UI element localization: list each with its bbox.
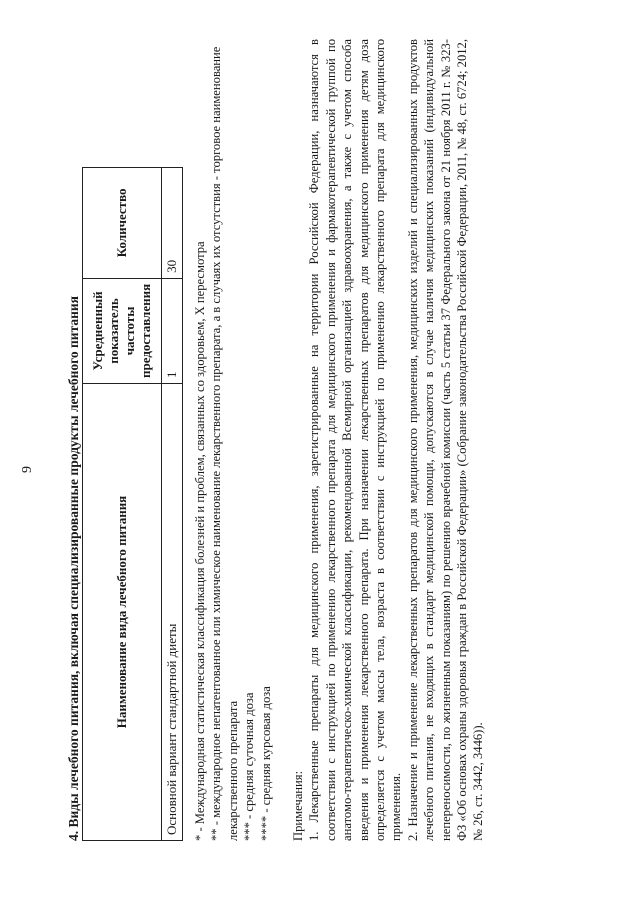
footnotes (192, 39, 274, 841)
page-number: 9 (20, 466, 35, 473)
table-row (162, 167, 183, 840)
header-avg-frequency: Усредненный показатель частоты предоставления (83, 278, 162, 383)
cell-avg-frequency: 1 (162, 278, 183, 383)
header-name: Наименование вида лечебного питания (83, 384, 162, 841)
cell-quantity: 30 (162, 167, 183, 278)
notes-title: Примечания: (291, 770, 305, 841)
note-item: 1. Лекарственные препараты для медицинского применения, зарегистрированные на территории Российской Федерации, назначаются в соответствии с инструкцией по применению лекарственного препарата для медицинского применения и фармакотерапевтической группой по анатомо-терапевтическо-химической классификации, рекомендованной Всемирной организацией здравоохранения, а также с учетом способа введения и применения лекарственного препарата. При назначении лекарственных препаратов для медицинского применения детям доза определяется с учетом массы тела, возраста в соответствии с инструкцией по применению лекарственного препарата для медицинского применения. (307, 39, 404, 841)
header-quantity: Количество (83, 167, 162, 278)
section-heading: 4. Виды лечебного питания, включая специализированные продукты лечебного питания (66, 296, 81, 841)
table-header-row (83, 167, 162, 840)
cell-name: Основной вариант стандартной диеты (162, 384, 183, 841)
footnote: *** - средняя суточная доза (242, 692, 257, 841)
footnote: ** - международное непатентованное или химическое наименование лекарственного препарата, а в случаях их отсутствия - торговое наименование лекарственного препарата (209, 46, 240, 841)
footnote: **** - средняя курсовая доза (258, 686, 273, 841)
nutrition-table (82, 167, 183, 841)
note-item: 2. Назначение и применение лекарственных препаратов для медицинского применения, медицинских изделий и специализированных продуктов лечебного питания, не входящих в стандарт медицинской помощи, допускаются в случае наличия медицинских показаний (индивидуальной непереносимости, по жизненным показаниям) по решению врачебной комиссии (часть 5 статьи 37 Федерального закона от 21 ноября 2011 г. № 323-ФЗ «Об основах охраны здоровья граждан в Российской Федерации» (Собрание законодательства Российской Федерации, 2011, № 48, ст. 6724; 2012, № 26, ст. 3442, 3446)). (405, 39, 486, 841)
footnote: * - Международная статистическая классификация болезней и проблем, связанных со здоровьем, X пересмотра (193, 241, 207, 841)
notes (290, 39, 487, 841)
